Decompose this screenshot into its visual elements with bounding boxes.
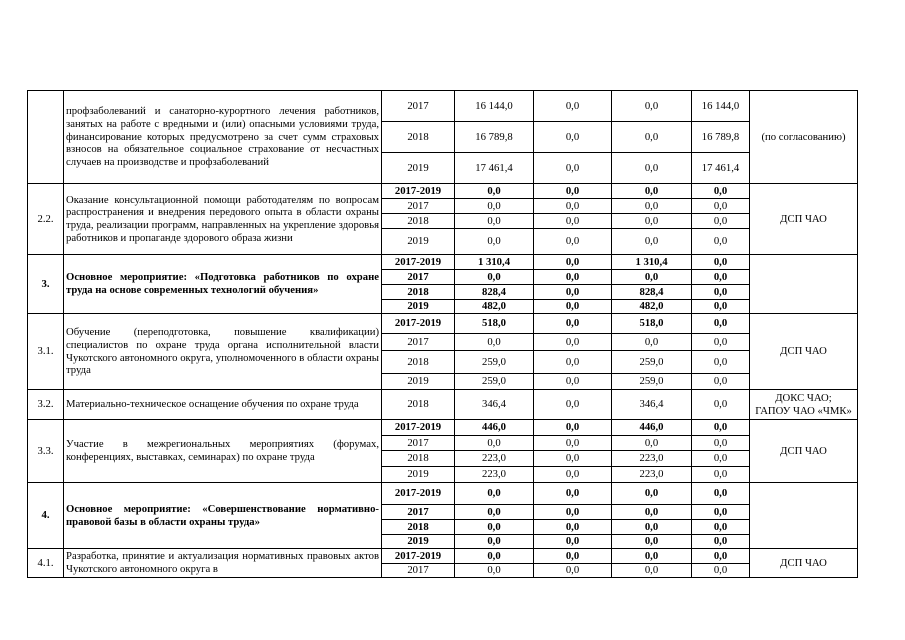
federal-budget-cell: 0,0 bbox=[534, 300, 612, 314]
total-cell: 259,0 bbox=[455, 351, 534, 374]
total-cell: 259,0 bbox=[455, 374, 534, 390]
federal-budget-cell: 0,0 bbox=[534, 549, 612, 564]
regional-budget-cell: 482,0 bbox=[612, 300, 692, 314]
year-cell: 2018 bbox=[382, 351, 455, 374]
year-cell: 2017-2019 bbox=[382, 184, 455, 199]
other-sources-cell: 0,0 bbox=[692, 436, 750, 451]
program-activities-table bbox=[27, 90, 858, 578]
item-description: Основное мероприятие: «Подготовка работников по охране труда на основе современных технологий обучения» bbox=[64, 255, 382, 314]
other-sources-cell: 0,0 bbox=[692, 535, 750, 549]
federal-budget-cell: 0,0 bbox=[534, 91, 612, 122]
regional-budget-cell: 0,0 bbox=[612, 564, 692, 578]
regional-budget-cell: 0,0 bbox=[612, 535, 692, 549]
federal-budget-cell: 0,0 bbox=[534, 351, 612, 374]
federal-budget-cell: 0,0 bbox=[534, 420, 612, 436]
regional-budget-cell: 223,0 bbox=[612, 451, 692, 467]
federal-budget-cell: 0,0 bbox=[534, 334, 612, 351]
total-cell: 0,0 bbox=[455, 229, 534, 255]
other-sources-cell: 0,0 bbox=[692, 270, 750, 285]
responsible-executor bbox=[750, 483, 858, 549]
total-cell: 518,0 bbox=[455, 314, 534, 334]
federal-budget-cell: 0,0 bbox=[534, 153, 612, 184]
other-sources-cell: 0,0 bbox=[692, 300, 750, 314]
item-number-cell bbox=[28, 91, 64, 184]
total-cell: 0,0 bbox=[455, 436, 534, 451]
federal-budget-cell: 0,0 bbox=[534, 285, 612, 300]
total-cell: 0,0 bbox=[455, 549, 534, 564]
total-cell: 0,0 bbox=[455, 564, 534, 578]
total-cell: 0,0 bbox=[455, 535, 534, 549]
other-sources-cell: 0,0 bbox=[692, 420, 750, 436]
year-cell: 2017-2019 bbox=[382, 314, 455, 334]
regional-budget-cell: 0,0 bbox=[612, 483, 692, 505]
item-description: Разработка, принятие и актуализация нормативных правовых актов Чукотского автономного округа в bbox=[64, 549, 382, 578]
regional-budget-cell: 0,0 bbox=[612, 122, 692, 153]
year-cell: 2019 bbox=[382, 153, 455, 184]
other-sources-cell: 0,0 bbox=[692, 314, 750, 334]
responsible-line: ДОКС ЧАО; bbox=[775, 391, 832, 404]
federal-budget-cell: 0,0 bbox=[534, 184, 612, 199]
year-cell: 2019 bbox=[382, 300, 455, 314]
other-sources-cell: 16 789,8 bbox=[692, 122, 750, 153]
item-description: Участие в межрегиональных мероприятиях (форумах, конференциях, выставках, семинарах) по охране труда bbox=[64, 420, 382, 483]
total-cell: 0,0 bbox=[455, 505, 534, 520]
item-description: профзаболеваний и санаторно-курортного лечения работников, занятых на работе с вредными и (или) опасными условиями труда, финансирование которых предусмотрено за счет сумм страховых взносов на обязательное социальное страхование от несчастных случаев на производстве и профзаболеваний bbox=[64, 91, 382, 184]
total-cell: 0,0 bbox=[455, 483, 534, 505]
federal-budget-cell: 0,0 bbox=[534, 564, 612, 578]
federal-budget-cell: 0,0 bbox=[534, 390, 612, 420]
regional-budget-cell: 518,0 bbox=[612, 314, 692, 334]
item-description: Оказание консультационной помощи работодателям по вопросам распространения и внедрения передового опыта в области охраны труда, реализации программ, направленных на укрепление здоровья работников и пропаганде здорового образа жизни bbox=[64, 184, 382, 255]
item-description: Обучение (переподготовка, повышение квалификации) специалистов по охране труда органа исполнительной власти Чукотского автономного округа, уполномоченного в области охраны труда bbox=[64, 314, 382, 390]
federal-budget-cell: 0,0 bbox=[534, 314, 612, 334]
federal-budget-cell: 0,0 bbox=[534, 535, 612, 549]
table-row bbox=[28, 91, 858, 122]
other-sources-cell: 0,0 bbox=[692, 549, 750, 564]
total-cell: 1 310,4 bbox=[455, 255, 534, 270]
year-cell: 2017-2019 bbox=[382, 420, 455, 436]
federal-budget-cell: 0,0 bbox=[534, 505, 612, 520]
year-cell: 2017-2019 bbox=[382, 549, 455, 564]
responsible-executor: ДСП ЧАО bbox=[750, 420, 858, 483]
other-sources-cell: 17 461,4 bbox=[692, 153, 750, 184]
item-number-cell: 2.2. bbox=[28, 184, 64, 255]
year-cell: 2018 bbox=[382, 390, 455, 420]
other-sources-cell: 0,0 bbox=[692, 214, 750, 229]
federal-budget-cell: 0,0 bbox=[534, 122, 612, 153]
regional-budget-cell: 0,0 bbox=[612, 199, 692, 214]
other-sources-cell: 0,0 bbox=[692, 520, 750, 535]
federal-budget-cell: 0,0 bbox=[534, 451, 612, 467]
regional-budget-cell: 0,0 bbox=[612, 153, 692, 184]
year-cell: 2018 bbox=[382, 122, 455, 153]
responsible-executor: ДСП ЧАО bbox=[750, 314, 858, 390]
item-number-cell: 3. bbox=[28, 255, 64, 314]
regional-budget-cell: 0,0 bbox=[612, 184, 692, 199]
item-number-cell: 3.2. bbox=[28, 390, 64, 420]
total-cell: 0,0 bbox=[455, 520, 534, 535]
table-row bbox=[28, 390, 858, 420]
regional-budget-cell: 1 310,4 bbox=[612, 255, 692, 270]
total-cell: 446,0 bbox=[455, 420, 534, 436]
year-cell: 2017 bbox=[382, 334, 455, 351]
federal-budget-cell: 0,0 bbox=[534, 374, 612, 390]
year-cell: 2017 bbox=[382, 199, 455, 214]
regional-budget-cell: 0,0 bbox=[612, 334, 692, 351]
year-cell: 2019 bbox=[382, 229, 455, 255]
total-cell: 17 461,4 bbox=[455, 153, 534, 184]
item-description: Материально-техническое оснащение обучения по охране труда bbox=[64, 390, 382, 420]
federal-budget-cell: 0,0 bbox=[534, 483, 612, 505]
item-number-cell: 3.3. bbox=[28, 420, 64, 483]
item-number-cell: 3.1. bbox=[28, 314, 64, 390]
year-cell: 2018 bbox=[382, 214, 455, 229]
federal-budget-cell: 0,0 bbox=[534, 255, 612, 270]
total-cell: 223,0 bbox=[455, 467, 534, 483]
total-cell: 0,0 bbox=[455, 334, 534, 351]
regional-budget-cell: 0,0 bbox=[612, 91, 692, 122]
year-cell: 2019 bbox=[382, 535, 455, 549]
year-cell: 2018 bbox=[382, 285, 455, 300]
year-cell: 2019 bbox=[382, 467, 455, 483]
other-sources-cell: 0,0 bbox=[692, 334, 750, 351]
other-sources-cell: 0,0 bbox=[692, 199, 750, 214]
total-cell: 16 144,0 bbox=[455, 91, 534, 122]
year-cell: 2019 bbox=[382, 374, 455, 390]
item-description: Основное мероприятие: «Совершенствование нормативно-правовой базы в области охраны труда» bbox=[64, 483, 382, 549]
regional-budget-cell: 0,0 bbox=[612, 549, 692, 564]
year-cell: 2018 bbox=[382, 520, 455, 535]
total-cell: 0,0 bbox=[455, 184, 534, 199]
other-sources-cell: 0,0 bbox=[692, 451, 750, 467]
total-cell: 828,4 bbox=[455, 285, 534, 300]
federal-budget-cell: 0,0 bbox=[534, 199, 612, 214]
year-cell: 2017 bbox=[382, 436, 455, 451]
responsible-executor: ДСП ЧАО bbox=[750, 549, 858, 578]
regional-budget-cell: 0,0 bbox=[612, 436, 692, 451]
other-sources-cell: 0,0 bbox=[692, 564, 750, 578]
regional-budget-cell: 0,0 bbox=[612, 270, 692, 285]
other-sources-cell: 0,0 bbox=[692, 184, 750, 199]
year-cell: 2018 bbox=[382, 451, 455, 467]
year-cell: 2017 bbox=[382, 91, 455, 122]
regional-budget-cell: 0,0 bbox=[612, 214, 692, 229]
responsible-line: ГАПОУ ЧАО «ЧМК» bbox=[755, 404, 852, 417]
federal-budget-cell: 0,0 bbox=[534, 467, 612, 483]
other-sources-cell: 0,0 bbox=[692, 505, 750, 520]
federal-budget-cell: 0,0 bbox=[534, 436, 612, 451]
responsible-executor: (по согласованию) bbox=[750, 91, 858, 184]
other-sources-cell: 0,0 bbox=[692, 390, 750, 420]
other-sources-cell: 0,0 bbox=[692, 467, 750, 483]
table-row bbox=[28, 420, 858, 436]
total-cell: 346,4 bbox=[455, 390, 534, 420]
other-sources-cell: 0,0 bbox=[692, 351, 750, 374]
total-cell: 0,0 bbox=[455, 214, 534, 229]
responsible-executor: ДСП ЧАО bbox=[750, 184, 858, 255]
regional-budget-cell: 0,0 bbox=[612, 505, 692, 520]
regional-budget-cell: 0,0 bbox=[612, 229, 692, 255]
total-cell: 0,0 bbox=[455, 270, 534, 285]
regional-budget-cell: 223,0 bbox=[612, 467, 692, 483]
year-cell: 2017 bbox=[382, 505, 455, 520]
responsible-executor bbox=[750, 255, 858, 314]
other-sources-cell: 0,0 bbox=[692, 255, 750, 270]
other-sources-cell: 0,0 bbox=[692, 374, 750, 390]
other-sources-cell: 0,0 bbox=[692, 285, 750, 300]
total-cell: 0,0 bbox=[455, 199, 534, 214]
regional-budget-cell: 828,4 bbox=[612, 285, 692, 300]
regional-budget-cell: 259,0 bbox=[612, 351, 692, 374]
year-cell: 2017-2019 bbox=[382, 255, 455, 270]
item-number-cell: 4. bbox=[28, 483, 64, 549]
table-row bbox=[28, 549, 858, 564]
federal-budget-cell: 0,0 bbox=[534, 229, 612, 255]
year-cell: 2017-2019 bbox=[382, 483, 455, 505]
total-cell: 16 789,8 bbox=[455, 122, 534, 153]
table-row bbox=[28, 255, 858, 270]
regional-budget-cell: 0,0 bbox=[612, 520, 692, 535]
responsible-executor bbox=[750, 390, 858, 420]
total-cell: 482,0 bbox=[455, 300, 534, 314]
other-sources-cell: 16 144,0 bbox=[692, 91, 750, 122]
federal-budget-cell: 0,0 bbox=[534, 270, 612, 285]
federal-budget-cell: 0,0 bbox=[534, 520, 612, 535]
regional-budget-cell: 446,0 bbox=[612, 420, 692, 436]
regional-budget-cell: 259,0 bbox=[612, 374, 692, 390]
year-cell: 2017 bbox=[382, 564, 455, 578]
year-cell: 2017 bbox=[382, 270, 455, 285]
other-sources-cell: 0,0 bbox=[692, 483, 750, 505]
regional-budget-cell: 346,4 bbox=[612, 390, 692, 420]
federal-budget-cell: 0,0 bbox=[534, 214, 612, 229]
item-number-cell: 4.1. bbox=[28, 549, 64, 578]
table-row bbox=[28, 184, 858, 199]
total-cell: 223,0 bbox=[455, 451, 534, 467]
table-row bbox=[28, 314, 858, 334]
other-sources-cell: 0,0 bbox=[692, 229, 750, 255]
table-row bbox=[28, 483, 858, 505]
